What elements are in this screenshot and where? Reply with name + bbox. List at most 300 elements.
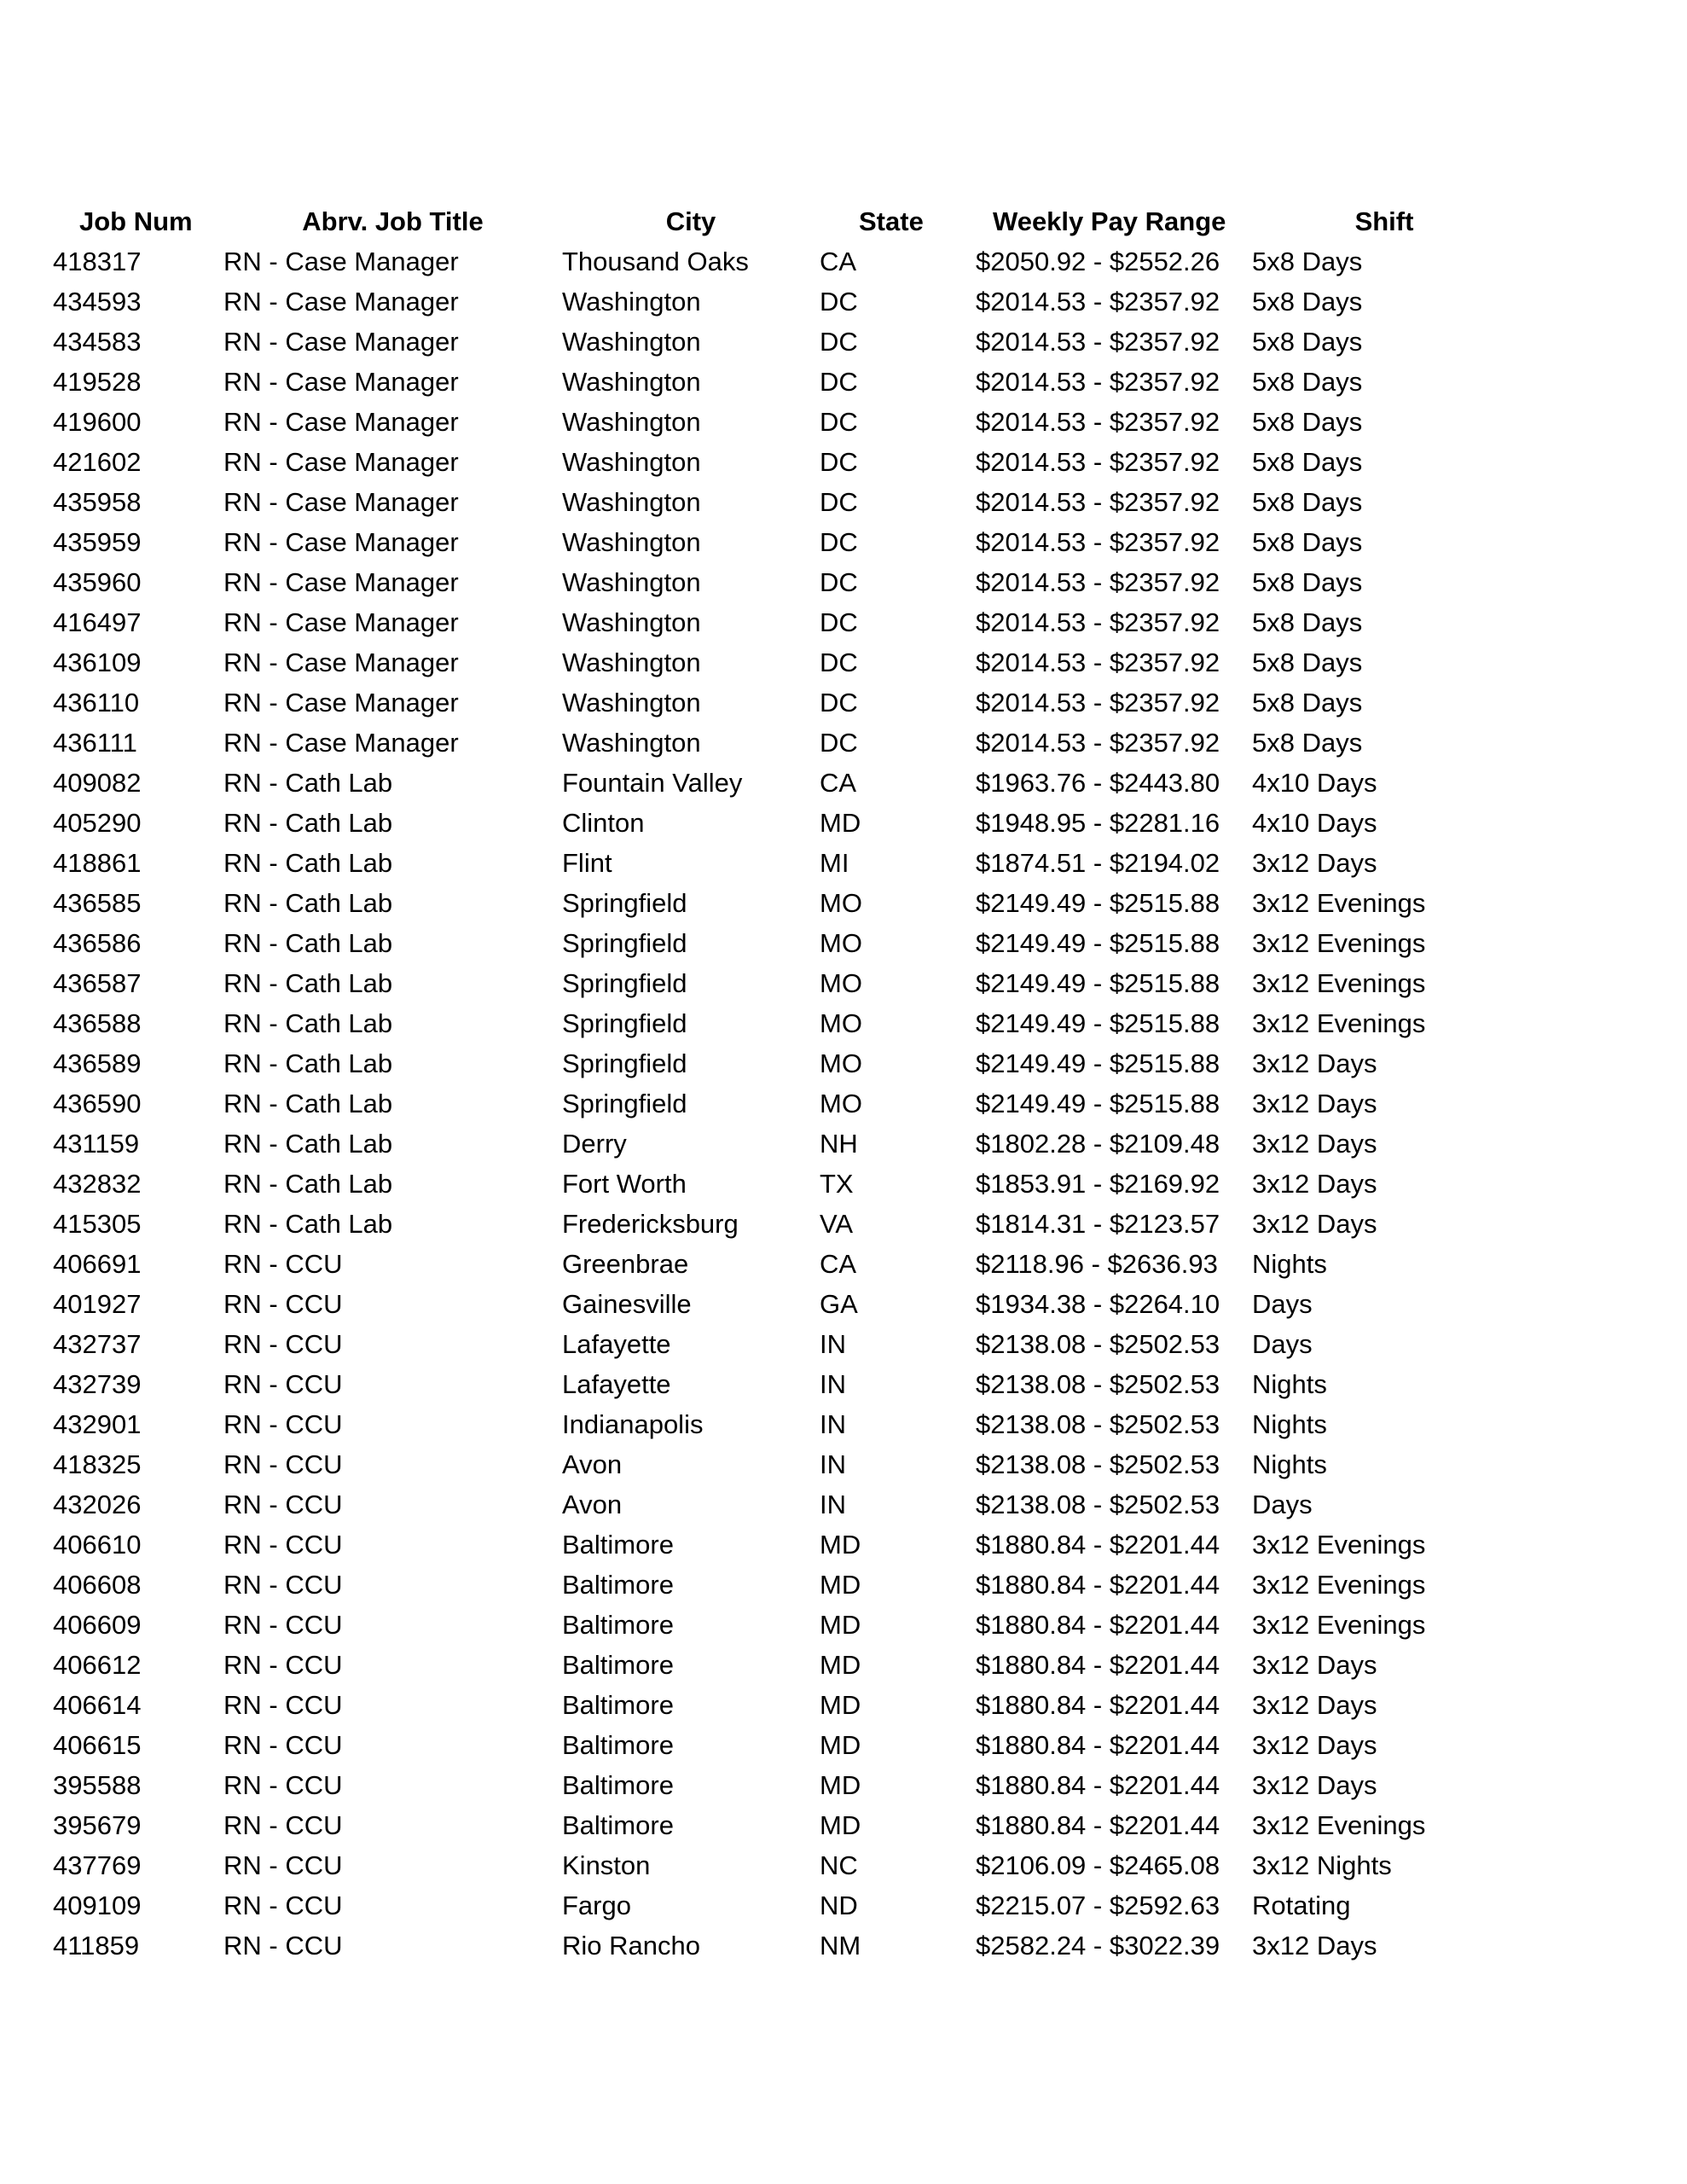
job-num-cell: 406615 xyxy=(53,1730,142,1760)
pay-range-cell: $2149.49 - $2515.88 xyxy=(976,888,1220,918)
state-cell: ND xyxy=(820,1891,858,1920)
shift-cell: 3x12 Evenings xyxy=(1252,968,1426,998)
state-cell: MD xyxy=(820,1770,861,1800)
table-row xyxy=(53,522,1516,562)
shift-cell: Rotating xyxy=(1252,1891,1351,1920)
state-cell: MO xyxy=(820,1008,862,1038)
city-cell: Lafayette xyxy=(562,1329,671,1359)
shift-cell: 5x8 Days xyxy=(1252,567,1363,597)
job-num-cell: 431159 xyxy=(53,1129,140,1159)
job-num-cell: 436111 xyxy=(53,728,137,758)
pay-range-cell: $2106.09 - $2465.08 xyxy=(976,1850,1220,1880)
table-row xyxy=(53,1124,1516,1164)
table-row xyxy=(53,562,1516,602)
table-row xyxy=(53,1685,1516,1725)
pay-range-cell: $2014.53 - $2357.92 xyxy=(976,688,1220,717)
job-title-cell: RN - CCU xyxy=(223,1570,343,1600)
shift-cell: 5x8 Days xyxy=(1252,367,1363,397)
header-job-num: Job Num xyxy=(79,206,193,236)
job-num-cell: 416497 xyxy=(53,607,142,637)
table-row xyxy=(53,1484,1516,1525)
table-row xyxy=(53,282,1516,322)
city-cell: Lafayette xyxy=(562,1369,671,1399)
pay-range-cell: $2014.53 - $2357.92 xyxy=(976,447,1220,477)
job-title-cell: RN - Case Manager xyxy=(223,527,459,557)
table-row xyxy=(53,1003,1516,1043)
job-num-cell: 435960 xyxy=(53,567,142,597)
city-cell: Baltimore xyxy=(562,1810,674,1840)
table-row xyxy=(53,1164,1516,1204)
city-cell: Avon xyxy=(562,1449,623,1479)
job-num-cell: 436590 xyxy=(53,1089,142,1118)
city-cell: Springfield xyxy=(562,888,687,918)
header-shift: Shift xyxy=(1354,206,1414,236)
city-cell: Springfield xyxy=(562,968,687,998)
pay-range-cell: $2014.53 - $2357.92 xyxy=(976,287,1220,317)
job-title-cell: RN - CCU xyxy=(223,1850,343,1880)
pay-range-cell: $1880.84 - $2201.44 xyxy=(976,1650,1220,1680)
table-row xyxy=(53,1364,1516,1404)
table-row xyxy=(53,923,1516,963)
job-num-cell: 434593 xyxy=(53,287,142,317)
job-num-cell: 418861 xyxy=(53,848,142,878)
table-row xyxy=(53,1043,1516,1083)
state-cell: MO xyxy=(820,928,862,958)
pay-range-cell: $2014.53 - $2357.92 xyxy=(976,648,1220,677)
pay-range-cell: $1880.84 - $2201.44 xyxy=(976,1530,1220,1560)
pay-range-cell: $2014.53 - $2357.92 xyxy=(976,327,1220,357)
pay-range-cell: $1880.84 - $2201.44 xyxy=(976,1810,1220,1840)
job-title-cell: RN - CCU xyxy=(223,1409,343,1439)
city-cell: Indianapolis xyxy=(562,1409,704,1439)
pay-range-cell: $1853.91 - $2169.92 xyxy=(976,1169,1220,1199)
shift-cell: Days xyxy=(1252,1490,1313,1519)
table-row xyxy=(53,1765,1516,1805)
state-cell: IN xyxy=(820,1329,846,1359)
pay-range-cell: $2149.49 - $2515.88 xyxy=(976,1089,1220,1118)
city-cell: Washington xyxy=(562,327,701,357)
table-row xyxy=(53,843,1516,883)
state-cell: DC xyxy=(820,607,858,637)
city-cell: Baltimore xyxy=(562,1690,674,1720)
shift-cell: 3x12 Days xyxy=(1252,1770,1377,1800)
city-cell: Baltimore xyxy=(562,1570,674,1600)
job-title-cell: RN - CCU xyxy=(223,1650,343,1680)
table-row xyxy=(53,1565,1516,1605)
state-cell: MD xyxy=(820,1810,861,1840)
job-title-cell: RN - Cath Lab xyxy=(223,968,393,998)
job-num-cell: 406609 xyxy=(53,1610,142,1640)
job-num-cell: 409082 xyxy=(53,768,142,798)
state-cell: DC xyxy=(820,367,858,397)
pay-range-cell: $2014.53 - $2357.92 xyxy=(976,567,1220,597)
city-cell: Fargo xyxy=(562,1891,631,1920)
pay-range-cell: $2149.49 - $2515.88 xyxy=(976,968,1220,998)
job-num-cell: 436589 xyxy=(53,1048,142,1078)
state-cell: DC xyxy=(820,487,858,517)
job-title-cell: RN - Case Manager xyxy=(223,728,459,758)
table-row xyxy=(53,322,1516,362)
state-cell: CA xyxy=(820,768,857,798)
shift-cell: Nights xyxy=(1252,1369,1327,1399)
pay-range-cell: $2582.24 - $3022.39 xyxy=(976,1931,1220,1960)
pay-range-cell: $2149.49 - $2515.88 xyxy=(976,1008,1220,1038)
job-num-cell: 395679 xyxy=(53,1810,142,1840)
shift-cell: 3x12 Evenings xyxy=(1252,888,1426,918)
state-cell: MO xyxy=(820,888,862,918)
job-num-cell: 406691 xyxy=(53,1249,142,1279)
table-row xyxy=(53,682,1516,723)
job-num-cell: 421602 xyxy=(53,447,142,477)
pay-range-cell: $2215.07 - $2592.63 xyxy=(976,1891,1220,1920)
pay-range-cell: $2149.49 - $2515.88 xyxy=(976,928,1220,958)
city-cell: Fountain Valley xyxy=(562,768,743,798)
job-num-cell: 434583 xyxy=(53,327,142,357)
city-cell: Washington xyxy=(562,447,701,477)
job-title-cell: RN - CCU xyxy=(223,1891,343,1920)
job-num-cell: 405290 xyxy=(53,808,142,838)
state-cell: MD xyxy=(820,1650,861,1680)
city-cell: Springfield xyxy=(562,1089,687,1118)
state-cell: TX xyxy=(820,1169,854,1199)
city-cell: Washington xyxy=(562,607,701,637)
job-title-cell: RN - CCU xyxy=(223,1369,343,1399)
table-row xyxy=(53,963,1516,1003)
job-title-cell: RN - Case Manager xyxy=(223,567,459,597)
pay-range-cell: $1948.95 - $2281.16 xyxy=(976,808,1220,838)
city-cell: Baltimore xyxy=(562,1650,674,1680)
pay-range-cell: $2014.53 - $2357.92 xyxy=(976,487,1220,517)
shift-cell: 3x12 Days xyxy=(1252,1650,1377,1680)
table-row xyxy=(53,1083,1516,1124)
shift-cell: 3x12 Evenings xyxy=(1252,928,1426,958)
job-title-cell: RN - Cath Lab xyxy=(223,1169,393,1199)
state-cell: DC xyxy=(820,567,858,597)
job-title-cell: RN - Case Manager xyxy=(223,607,459,637)
shift-cell: 4x10 Days xyxy=(1252,808,1377,838)
pay-range-cell: $2014.53 - $2357.92 xyxy=(976,367,1220,397)
shift-cell: 5x8 Days xyxy=(1252,327,1363,357)
table-row xyxy=(53,1605,1516,1645)
state-cell: DC xyxy=(820,287,858,317)
state-cell: GA xyxy=(820,1289,858,1319)
job-num-cell: 406608 xyxy=(53,1570,142,1600)
pay-range-cell: $2014.53 - $2357.92 xyxy=(976,607,1220,637)
state-cell: DC xyxy=(820,407,858,437)
state-cell: CA xyxy=(820,247,857,276)
shift-cell: 3x12 Days xyxy=(1252,848,1377,878)
job-title-cell: RN - Case Manager xyxy=(223,287,459,317)
state-cell: NH xyxy=(820,1129,858,1159)
pay-range-cell: $2138.08 - $2502.53 xyxy=(976,1329,1220,1359)
pay-range-cell: $2149.49 - $2515.88 xyxy=(976,1048,1220,1078)
city-cell: Washington xyxy=(562,728,701,758)
city-cell: Rio Rancho xyxy=(562,1931,700,1960)
state-cell: MO xyxy=(820,968,862,998)
pay-range-cell: $1880.84 - $2201.44 xyxy=(976,1570,1220,1600)
shift-cell: 5x8 Days xyxy=(1252,287,1363,317)
city-cell: Washington xyxy=(562,567,701,597)
job-title-cell: RN - CCU xyxy=(223,1931,343,1960)
job-title-cell: RN - Case Manager xyxy=(223,648,459,677)
job-title-cell: RN - Case Manager xyxy=(223,327,459,357)
shift-cell: 5x8 Days xyxy=(1252,607,1363,637)
shift-cell: 3x12 Nights xyxy=(1252,1850,1392,1880)
table-row xyxy=(53,442,1516,482)
job-title-cell: RN - CCU xyxy=(223,1490,343,1519)
city-cell: Springfield xyxy=(562,928,687,958)
job-num-cell: 406612 xyxy=(53,1650,142,1680)
job-title-cell: RN - CCU xyxy=(223,1249,343,1279)
shift-cell: 3x12 Evenings xyxy=(1252,1810,1426,1840)
shift-cell: 5x8 Days xyxy=(1252,487,1363,517)
city-cell: Baltimore xyxy=(562,1530,674,1560)
state-cell: IN xyxy=(820,1369,846,1399)
table-row xyxy=(53,1204,1516,1244)
pay-range-cell: $1802.28 - $2109.48 xyxy=(976,1129,1220,1159)
table-row xyxy=(53,1845,1516,1885)
shift-cell: 5x8 Days xyxy=(1252,688,1363,717)
job-title-cell: RN - Cath Lab xyxy=(223,1209,393,1239)
shift-cell: 5x8 Days xyxy=(1252,447,1363,477)
job-num-cell: 401927 xyxy=(53,1289,142,1319)
table-row xyxy=(53,1805,1516,1845)
job-title-cell: RN - Cath Lab xyxy=(223,1048,393,1078)
job-num-cell: 418325 xyxy=(53,1449,142,1479)
city-cell: Fredericksburg xyxy=(562,1209,739,1239)
header-city: City xyxy=(665,206,716,236)
shift-cell: 3x12 Days xyxy=(1252,1089,1377,1118)
table-row xyxy=(53,1525,1516,1565)
pay-range-cell: $2138.08 - $2502.53 xyxy=(976,1449,1220,1479)
shift-cell: Days xyxy=(1252,1329,1313,1359)
job-title-cell: RN - CCU xyxy=(223,1690,343,1720)
header-state: State xyxy=(859,206,924,236)
pay-range-cell: $2014.53 - $2357.92 xyxy=(976,527,1220,557)
job-num-cell: 436585 xyxy=(53,888,142,918)
state-cell: MD xyxy=(820,1530,861,1560)
job-num-cell: 435958 xyxy=(53,487,142,517)
shift-cell: 3x12 Days xyxy=(1252,1129,1377,1159)
job-title-cell: RN - Cath Lab xyxy=(223,1129,393,1159)
city-cell: Baltimore xyxy=(562,1770,674,1800)
job-table xyxy=(53,201,1516,1966)
state-cell: IN xyxy=(820,1490,846,1519)
table-row xyxy=(53,1645,1516,1685)
pay-range-cell: $2138.08 - $2502.53 xyxy=(976,1409,1220,1439)
state-cell: DC xyxy=(820,527,858,557)
job-num-cell: 432901 xyxy=(53,1409,142,1439)
pay-range-cell: $1874.51 - $2194.02 xyxy=(976,848,1220,878)
shift-cell: 3x12 Evenings xyxy=(1252,1530,1426,1560)
job-title-cell: RN - Case Manager xyxy=(223,247,459,276)
city-cell: Washington xyxy=(562,648,701,677)
shift-cell: Days xyxy=(1252,1289,1313,1319)
table-row xyxy=(53,1926,1516,1966)
table-row xyxy=(53,241,1516,282)
job-title-cell: RN - CCU xyxy=(223,1329,343,1359)
table-row xyxy=(53,1404,1516,1444)
job-rows xyxy=(53,241,1516,1966)
table-row xyxy=(53,1885,1516,1926)
state-cell: NC xyxy=(820,1850,858,1880)
shift-cell: 5x8 Days xyxy=(1252,728,1363,758)
job-title-cell: RN - Case Manager xyxy=(223,407,459,437)
shift-cell: 3x12 Days xyxy=(1252,1931,1377,1960)
table-row xyxy=(53,1324,1516,1364)
header-row xyxy=(53,201,1516,241)
city-cell: Avon xyxy=(562,1490,623,1519)
shift-cell: 3x12 Days xyxy=(1252,1209,1377,1239)
city-cell: Kinston xyxy=(562,1850,651,1880)
state-cell: MO xyxy=(820,1048,862,1078)
table-row xyxy=(53,1244,1516,1284)
shift-cell: 3x12 Evenings xyxy=(1252,1008,1426,1038)
job-title-cell: RN - CCU xyxy=(223,1770,343,1800)
state-cell: MO xyxy=(820,1089,862,1118)
job-title-cell: RN - Cath Lab xyxy=(223,768,393,798)
state-cell: DC xyxy=(820,648,858,677)
job-num-cell: 419528 xyxy=(53,367,142,397)
table-row xyxy=(53,482,1516,522)
table-row xyxy=(53,1444,1516,1484)
job-num-cell: 409109 xyxy=(53,1891,142,1920)
job-num-cell: 419600 xyxy=(53,407,142,437)
job-num-cell: 436588 xyxy=(53,1008,142,1038)
job-num-cell: 415305 xyxy=(53,1209,142,1239)
job-num-cell: 436110 xyxy=(53,688,140,717)
table-row xyxy=(53,642,1516,682)
table-row xyxy=(53,1725,1516,1765)
city-cell: Flint xyxy=(562,848,612,878)
job-num-cell: 432832 xyxy=(53,1169,142,1199)
job-num-cell: 432026 xyxy=(53,1490,142,1519)
shift-cell: Nights xyxy=(1252,1409,1327,1439)
header-pay-range: Weekly Pay Range xyxy=(993,206,1226,236)
job-num-cell: 436109 xyxy=(53,648,142,677)
city-cell: Washington xyxy=(562,688,701,717)
job-title-cell: RN - CCU xyxy=(223,1289,343,1319)
job-title-cell: RN - Cath Lab xyxy=(223,1008,393,1038)
pay-range-cell: $1814.31 - $2123.57 xyxy=(976,1209,1220,1239)
city-cell: Greenbrae xyxy=(562,1249,689,1279)
job-num-cell: 436587 xyxy=(53,968,142,998)
shift-cell: 3x12 Days xyxy=(1252,1169,1377,1199)
shift-cell: 3x12 Days xyxy=(1252,1730,1377,1760)
job-title-cell: RN - Case Manager xyxy=(223,447,459,477)
shift-cell: 3x12 Days xyxy=(1252,1048,1377,1078)
shift-cell: 3x12 Days xyxy=(1252,1690,1377,1720)
table-row xyxy=(53,602,1516,642)
city-cell: Derry xyxy=(562,1129,627,1159)
shift-cell: 5x8 Days xyxy=(1252,407,1363,437)
city-cell: Springfield xyxy=(562,1048,687,1078)
shift-cell: Nights xyxy=(1252,1249,1327,1279)
job-num-cell: 437769 xyxy=(53,1850,142,1880)
shift-cell: Nights xyxy=(1252,1449,1327,1479)
table-row xyxy=(53,362,1516,402)
city-cell: Baltimore xyxy=(562,1610,674,1640)
table-row xyxy=(53,723,1516,763)
shift-cell: 5x8 Days xyxy=(1252,527,1363,557)
shift-cell: 4x10 Days xyxy=(1252,768,1377,798)
job-num-cell: 411859 xyxy=(53,1931,140,1960)
state-cell: MD xyxy=(820,1610,861,1640)
table-row xyxy=(53,883,1516,923)
job-title-cell: RN - CCU xyxy=(223,1610,343,1640)
job-title-cell: RN - Cath Lab xyxy=(223,888,393,918)
job-title-cell: RN - Case Manager xyxy=(223,688,459,717)
state-cell: CA xyxy=(820,1249,857,1279)
city-cell: Washington xyxy=(562,367,701,397)
job-title-cell: RN - CCU xyxy=(223,1449,343,1479)
job-num-cell: 406610 xyxy=(53,1530,142,1560)
job-num-cell: 436586 xyxy=(53,928,142,958)
pay-range-cell: $2014.53 - $2357.92 xyxy=(976,407,1220,437)
city-cell: Springfield xyxy=(562,1008,687,1038)
state-cell: MI xyxy=(820,848,849,878)
city-cell: Thousand Oaks xyxy=(562,247,749,276)
job-title-cell: RN - Cath Lab xyxy=(223,1089,393,1118)
city-cell: Clinton xyxy=(562,808,645,838)
job-title-cell: RN - Cath Lab xyxy=(223,848,393,878)
shift-cell: 3x12 Evenings xyxy=(1252,1570,1426,1600)
state-cell: IN xyxy=(820,1449,846,1479)
city-cell: Washington xyxy=(562,407,701,437)
state-cell: NM xyxy=(820,1931,861,1960)
table-row xyxy=(53,803,1516,843)
pay-range-cell: $1880.84 - $2201.44 xyxy=(976,1770,1220,1800)
state-cell: DC xyxy=(820,447,858,477)
job-title-cell: RN - Cath Lab xyxy=(223,808,393,838)
job-title-cell: RN - CCU xyxy=(223,1530,343,1560)
state-cell: VA xyxy=(820,1209,854,1239)
city-cell: Washington xyxy=(562,487,701,517)
job-title-cell: RN - CCU xyxy=(223,1730,343,1760)
state-cell: MD xyxy=(820,1690,861,1720)
city-cell: Baltimore xyxy=(562,1730,674,1760)
state-cell: DC xyxy=(820,327,858,357)
job-num-cell: 406614 xyxy=(53,1690,142,1720)
pay-range-cell: $2138.08 - $2502.53 xyxy=(976,1369,1220,1399)
shift-cell: 5x8 Days xyxy=(1252,648,1363,677)
job-title-cell: RN - CCU xyxy=(223,1810,343,1840)
table-row xyxy=(53,1284,1516,1324)
state-cell: MD xyxy=(820,808,861,838)
city-cell: Fort Worth xyxy=(562,1169,687,1199)
city-cell: Washington xyxy=(562,287,701,317)
pay-range-cell: $2118.96 - $2636.93 xyxy=(976,1249,1218,1279)
pay-range-cell: $1880.84 - $2201.44 xyxy=(976,1610,1220,1640)
state-cell: DC xyxy=(820,688,858,717)
job-num-cell: 432739 xyxy=(53,1369,142,1399)
state-cell: MD xyxy=(820,1570,861,1600)
job-title-cell: RN - Cath Lab xyxy=(223,928,393,958)
job-title-cell: RN - Case Manager xyxy=(223,487,459,517)
state-cell: MD xyxy=(820,1730,861,1760)
job-title-cell: RN - Case Manager xyxy=(223,367,459,397)
shift-cell: 5x8 Days xyxy=(1252,247,1363,276)
job-num-cell: 432737 xyxy=(53,1329,142,1359)
job-num-cell: 395588 xyxy=(53,1770,142,1800)
pay-range-cell: $2050.92 - $2552.26 xyxy=(976,247,1220,276)
table-row xyxy=(53,763,1516,803)
job-num-cell: 435959 xyxy=(53,527,142,557)
city-cell: Gainesville xyxy=(562,1289,692,1319)
pay-range-cell: $2138.08 - $2502.53 xyxy=(976,1490,1220,1519)
pay-range-cell: $2014.53 - $2357.92 xyxy=(976,728,1220,758)
pay-range-cell: $1880.84 - $2201.44 xyxy=(976,1730,1220,1760)
